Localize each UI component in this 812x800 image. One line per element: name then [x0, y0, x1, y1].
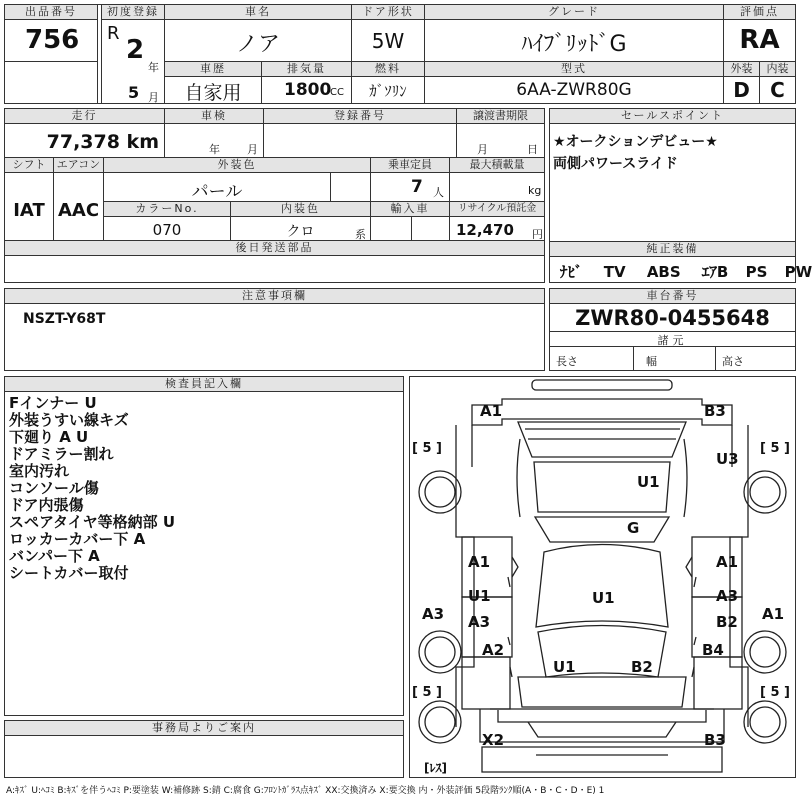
score-value: RA — [739, 25, 780, 55]
sales-point-cell — [549, 108, 796, 242]
chassis-label: 車台番号 — [550, 289, 795, 304]
door-value: 5W — [371, 29, 405, 53]
interior-grade-label: 内装 — [760, 62, 795, 77]
recycle-cell — [449, 201, 545, 241]
import-label: 輸入車 — [371, 202, 449, 217]
exterior-color-label: 外装色 — [104, 158, 370, 173]
damage-code: U1 — [468, 587, 491, 605]
capacity-label: 乗車定員 — [371, 158, 449, 173]
door-label: ドア形状 — [352, 5, 424, 20]
score-cell — [723, 4, 796, 62]
equipment-list — [560, 261, 812, 282]
interior-color-unit: 系 — [355, 228, 366, 241]
interior-color-cell — [230, 201, 371, 241]
car-diagram — [410, 377, 795, 777]
damage-code: X2 — [482, 731, 505, 749]
car-name-cell — [164, 4, 352, 62]
damage-map — [409, 376, 796, 778]
fuel-cell — [351, 61, 425, 104]
exterior-grade-value: D — [733, 78, 750, 102]
registration-number-cell — [263, 108, 457, 158]
damage-code: A1 — [716, 553, 739, 571]
mileage-value: 77,378 km — [46, 131, 159, 153]
mileage-label: 走行 — [5, 109, 164, 124]
aircon-value: AAC — [57, 200, 100, 221]
sales-point-line-2: 両側パワースライド — [553, 156, 678, 172]
month-value: 5 — [128, 83, 140, 102]
tire-count-front-left: [ 5 ] — [412, 441, 442, 456]
displacement-cell — [261, 61, 352, 104]
inspection-month: 月 — [247, 143, 258, 156]
registration-number-label: 登録番号 — [264, 109, 456, 124]
notes-label: 注意事項欄 — [5, 289, 544, 304]
lot-number-label: 出品番号 — [5, 5, 97, 20]
damage-code: A1 — [468, 553, 491, 571]
damage-code: B2 — [716, 613, 738, 631]
equipment-item: ABS — [646, 263, 681, 281]
capacity-value: 7 — [411, 177, 423, 197]
recycle-value: 12,470 — [456, 221, 514, 239]
remark-line: シートカバー取付 — [9, 564, 129, 582]
interior-grade-cell — [759, 61, 796, 104]
month-unit: 月 — [148, 91, 159, 104]
equipment-item: TV — [603, 263, 626, 281]
displacement-unit: CC — [330, 87, 344, 98]
exterior-grade-label: 外装 — [724, 62, 759, 77]
grade-cell — [424, 4, 724, 62]
color-number-value: 070 — [152, 221, 182, 239]
lot-number-value: 756 — [25, 25, 80, 55]
sales-point-label: セールスポイント — [550, 109, 795, 124]
remark-line: Fインナー U — [9, 394, 97, 412]
car-name-value: ノア — [235, 32, 280, 57]
max-load-label: 最大積載量 — [450, 158, 544, 173]
chassis-cell — [549, 288, 796, 371]
later-parts-label: 後日発送部品 — [5, 241, 544, 256]
remark-line: バンパー下 A — [9, 547, 100, 565]
remark-line: コンソール傷 — [9, 479, 99, 497]
notes-cell — [4, 288, 545, 371]
spare-tire-label: [ﾚｽ] — [424, 761, 447, 775]
legend: A:ｷｽﾞ U:ﾍｺﾐ B:ｷｽﾞを伴うﾍｺﾐ P:要塗装 W:補修跡 S:錆 C:腐食 G:ﾌﾛﾝﾄｶﾞﾗｽ点ｷｽﾞ XX:交換済み X:要交換 内・外装評価 5段階ﾗﾝｸ順(A・B・C・D・E) 1 — [6, 786, 605, 796]
history-value: 自家用 — [184, 82, 242, 104]
damage-code: U1 — [637, 473, 660, 491]
inspection-cell — [164, 108, 264, 158]
remark-line: 外装うすい線キズ — [9, 411, 129, 429]
aircon-label: エアコン — [54, 158, 103, 173]
model-value: 6AA-ZWR80G — [516, 80, 632, 100]
remark-line: ドアミラー割れ — [9, 445, 114, 463]
fuel-label: 燃料 — [352, 62, 424, 77]
door-cell — [351, 4, 425, 62]
remark-line: ロッカーカバー下 A — [9, 530, 146, 548]
max-load-unit: kg — [528, 184, 542, 197]
shift-cell — [4, 157, 54, 241]
damage-code: A3 — [468, 613, 491, 631]
damage-code: B3 — [704, 402, 726, 420]
damage-code: B3 — [704, 731, 726, 749]
chassis-value: ZWR80-0455648 — [575, 306, 770, 330]
lot-number-cell — [4, 4, 98, 62]
equipment-item: ﾅﾋﾞ — [560, 263, 583, 281]
remark-line: スペアタイヤ等格納部 U — [9, 513, 176, 531]
history-label: 車歴 — [165, 62, 261, 77]
max-load-cell — [449, 157, 545, 202]
era-value: R — [107, 23, 120, 44]
first-registration-cell — [101, 4, 165, 104]
damage-code: A1 — [762, 605, 785, 623]
mileage-cell — [4, 108, 165, 158]
equipment-cell — [549, 241, 812, 283]
exterior-color-cell — [103, 157, 371, 202]
displacement-label: 排気量 — [262, 62, 351, 77]
notes-value: NSZT-Y68T — [23, 311, 106, 327]
inspector-remarks — [9, 395, 175, 582]
equipment-item: PS — [745, 263, 768, 281]
year-value: 2 — [126, 35, 145, 65]
exterior-grade-cell — [723, 61, 760, 104]
inspector-label: 検査員記入欄 — [5, 377, 403, 392]
fuel-value: ｶﾞｿﾘﾝ — [369, 82, 407, 100]
office-label: 事務局よりご案内 — [5, 721, 403, 736]
lot-blank — [4, 61, 98, 104]
shift-label: シフト — [5, 158, 53, 173]
first-registration-label: 初度登録 — [102, 5, 164, 20]
inspection-label: 車検 — [165, 109, 263, 124]
score-label: 評価点 — [724, 5, 795, 20]
shift-value: IAT — [13, 200, 45, 221]
grade-label: グレード — [425, 5, 723, 20]
inspector-cell — [4, 376, 404, 716]
recycle-label: リサイクル預託金 — [450, 202, 544, 217]
import-cell — [370, 201, 450, 241]
specs-label: 諸元 — [657, 334, 688, 347]
interior-color-value: クロ — [286, 224, 315, 240]
inspection-year: 年 — [209, 143, 220, 156]
office-cell — [4, 720, 404, 778]
damage-code: A3 — [716, 587, 739, 605]
remark-line: 下廻り A U — [9, 428, 89, 446]
equipment-item: PW — [784, 263, 812, 281]
transfer-day: 日 — [527, 143, 538, 156]
sales-point-line-1: ★オークションデビュー★ — [553, 134, 718, 150]
equipment-label: 純正装備 — [550, 242, 795, 257]
damage-code: B4 — [702, 641, 724, 659]
grade-value: ﾊｲﾌﾞﾘｯﾄﾞG — [521, 32, 627, 57]
damage-code: U1 — [592, 589, 615, 607]
color-number-label: カラーNo. — [104, 202, 230, 217]
car-name-label: 車名 — [165, 5, 351, 20]
damage-code: A2 — [482, 641, 505, 659]
recycle-unit: 円 — [532, 228, 543, 241]
remark-line: 室内汚れ — [9, 462, 70, 480]
damage-code: U1 — [553, 658, 576, 676]
tire-count-front-right: [ 5 ] — [760, 441, 790, 456]
spec-height-label: 高さ — [722, 355, 744, 368]
damage-code: A3 — [422, 605, 445, 623]
year-unit: 年 — [148, 61, 159, 74]
spec-length-label: 長さ — [556, 355, 578, 368]
aircon-cell — [53, 157, 104, 241]
capacity-cell — [370, 157, 450, 202]
history-cell — [164, 61, 262, 104]
interior-color-label: 内装色 — [231, 202, 370, 217]
tire-count-rear-right: [ 5 ] — [760, 685, 790, 700]
displacement-value: 1800 — [284, 80, 332, 100]
model-cell — [424, 61, 724, 104]
interior-grade-value: C — [770, 78, 785, 102]
damage-code: U3 — [716, 450, 739, 468]
transfer-deadline-label: 譲渡書期限 — [457, 109, 544, 124]
capacity-unit: 人 — [433, 186, 444, 199]
spec-width-label: 幅 — [646, 355, 657, 368]
damage-code: A1 — [480, 402, 503, 420]
transfer-deadline-cell — [456, 108, 545, 158]
model-label: 型式 — [425, 62, 723, 77]
remark-line: ドア内張傷 — [9, 496, 84, 514]
exterior-color-value: パール — [191, 182, 243, 202]
transfer-month: 月 — [477, 143, 488, 156]
tire-count-rear-left: [ 5 ] — [412, 685, 442, 700]
equipment-item: ｴｱB — [701, 263, 729, 281]
color-number-cell — [103, 201, 231, 241]
later-parts-cell — [4, 240, 545, 283]
damage-code: B2 — [631, 658, 653, 676]
damage-code: G — [627, 519, 640, 537]
